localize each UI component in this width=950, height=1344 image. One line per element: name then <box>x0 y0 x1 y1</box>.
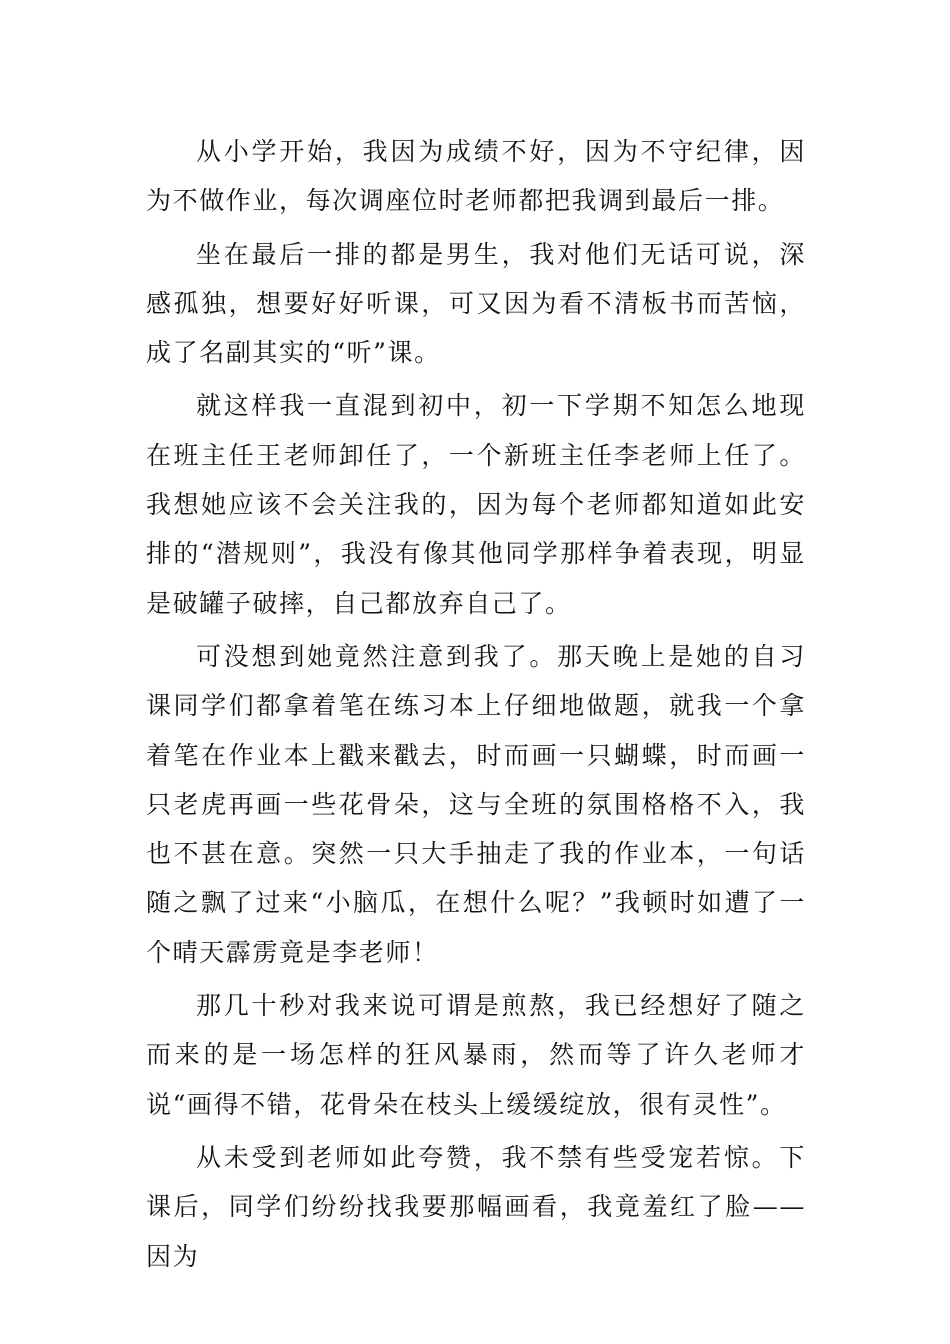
paragraph: 就这样我一直混到初中，初一下学期不知怎么地现在班主任王老师卸任了，一个新班主任李老师上任了。我想她应该不会关注我的，因为每个老师都知道如此安排的“潜规则”，我没有像其他同学那样争着表现，明显是破罐子破摔，自己都放弃自己了。 <box>146 391 806 618</box>
paragraph: 那几十秒对我来说可谓是煎熬，我已经想好了随之而来的是一场怎样的狂风暴雨，然而等了许久老师才说“画得不错，花骨朵在枝头上缓缓绽放，很有灵性”。 <box>146 991 806 1119</box>
paragraph: 从未受到老师如此夸赞，我不禁有些受宠若惊。下课后，同学们纷纷找我要那幅画看，我竟羞红了脸——因为 <box>146 1142 806 1271</box>
document-body <box>146 127 806 1285</box>
paragraph: 从小学开始，我因为成绩不好，因为不守纪律，因为不做作业，每次调座位时老师都把我调到最后一排。 <box>146 137 806 216</box>
paragraph: 坐在最后一排的都是男生，我对他们无话可说，深感孤独，想要好好听课，可又因为看不清板书而苦恼，成了名副其实的“听”课。 <box>146 239 806 368</box>
paragraph: 可没想到她竟然注意到我了。那天晚上是她的自习课同学们都拿着笔在练习本上仔细地做题，就我一个拿着笔在作业本上戳来戳去，时而画一只蝴蝶，时而画一只老虎再画一些花骨朵，这与全班的氛围格格不入，我也不甚在意。突然一只大手抽走了我的作业本，一句话随之飘了过来“小脑瓜，在想什么呢？”我顿时如遭了一个晴天霹雳竟是李老师！ <box>146 641 806 967</box>
